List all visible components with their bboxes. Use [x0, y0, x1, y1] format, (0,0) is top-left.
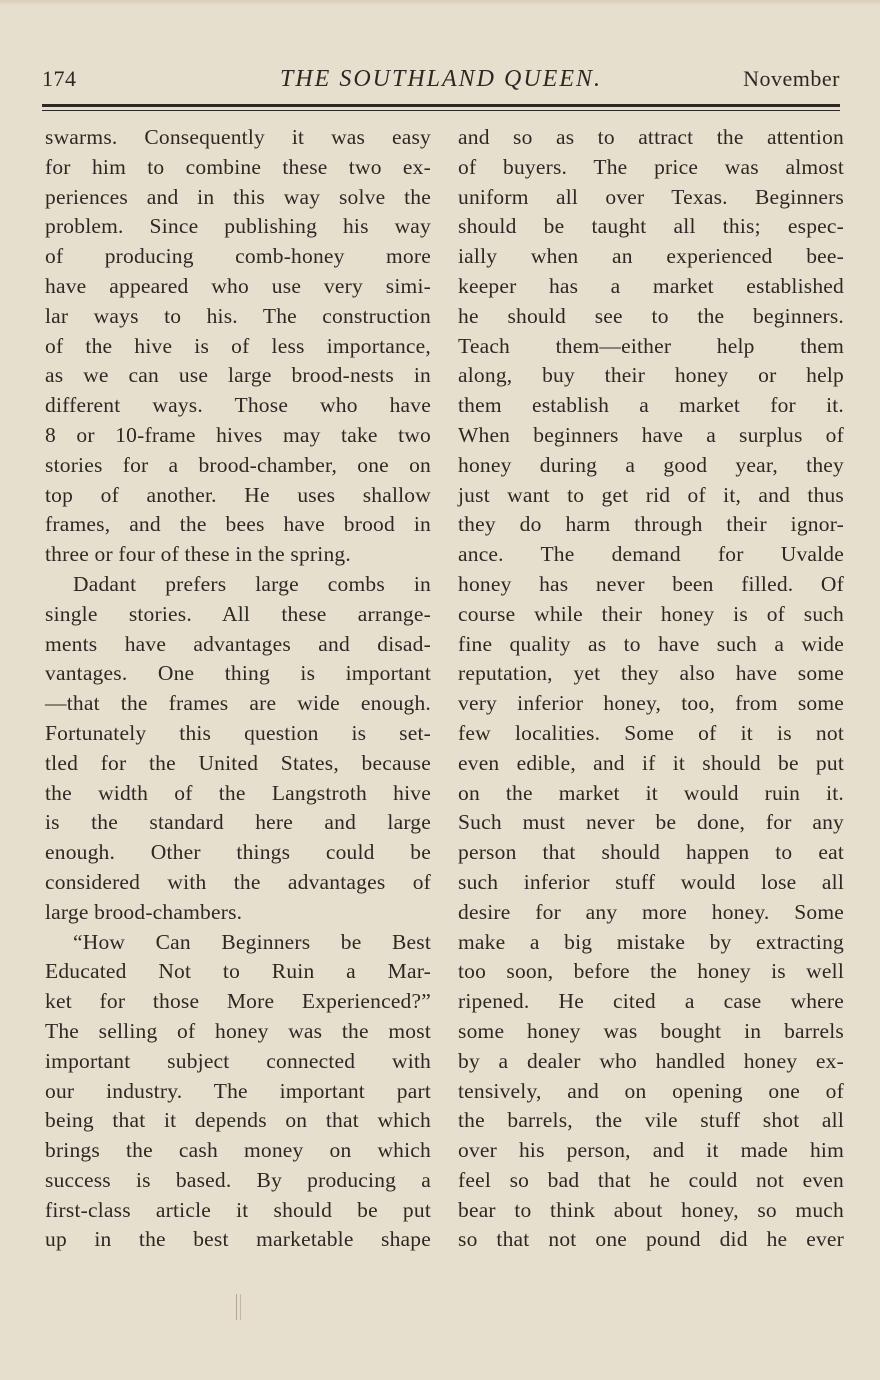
text-line: 8 or 10-frame hives may take two	[45, 422, 431, 447]
page-blemish	[236, 1294, 241, 1320]
page-top-edge	[0, 0, 880, 6]
text-line: Educated Not to Ruin a Mar-	[45, 959, 431, 984]
text-line: up in the best marketable shape	[45, 1227, 431, 1252]
text-line: important subject connected with	[45, 1048, 431, 1073]
text-line: for him to combine these two ex-	[45, 154, 431, 179]
text-line: The selling of honey was the most	[45, 1018, 431, 1043]
text-line: the width of the Langstroth hive	[45, 780, 431, 805]
text-line: they do harm through their ignor-	[458, 512, 844, 537]
text-line: just want to get rid of it, and thus	[458, 482, 844, 507]
text-line: ket for those More Experienced?”	[45, 989, 431, 1014]
text-line: of the hive is of less importance,	[45, 333, 431, 358]
issue-month: November	[743, 66, 840, 91]
text-line: he should see to the beginners.	[458, 303, 844, 328]
header-rule-thin	[42, 110, 840, 111]
text-line: success is based. By producing a	[45, 1167, 431, 1192]
text-line: honey has never been filled. Of	[458, 571, 844, 596]
text-line: honey during a good year, they	[458, 452, 844, 477]
text-line: desire for any more honey. Some	[458, 899, 844, 924]
text-line: them establish a market for it.	[458, 393, 844, 418]
journal-title: THE SOUTHLAND QUEEN.	[279, 66, 603, 92]
text-line: have appeared who use very simi-	[45, 273, 431, 298]
text-line: Such must never be done, for any	[458, 810, 844, 835]
text-line: very inferior honey, too, from some	[458, 691, 844, 716]
text-line: is the standard here and large	[45, 810, 431, 835]
text-line: and so as to attract the attention	[458, 125, 844, 149]
text-line: ments have advantages and disad-	[45, 631, 431, 656]
text-line: of producing comb-honey more	[45, 244, 431, 269]
left-text-column	[45, 123, 431, 1255]
text-line: ripened. He cited a case where	[458, 989, 844, 1014]
header-rule-thick	[42, 104, 840, 107]
text-line: swarms. Consequently it was easy	[45, 125, 431, 149]
running-header	[42, 66, 840, 100]
text-line: top of another. He uses shallow	[45, 482, 431, 507]
text-line: course while their honey is of such	[458, 601, 844, 626]
text-line: by a dealer who handled honey ex-	[458, 1048, 844, 1073]
text-line: our industry. The important part	[45, 1078, 431, 1103]
text-line: large brood-chambers.	[45, 899, 243, 924]
text-line: on the market it would ruin it.	[458, 780, 844, 805]
text-line: three or four of these in the spring.	[45, 542, 351, 567]
text-line: keeper has a market established	[458, 273, 844, 298]
text-line: Fortunately this question is set-	[45, 720, 431, 745]
right-text-column	[458, 123, 844, 1255]
text-line: tled for the United States, because	[45, 750, 431, 775]
text-line: bear to think about honey, so much	[458, 1197, 844, 1222]
text-line: tensively, and on opening one of	[458, 1078, 844, 1103]
text-line: ially when an experienced bee-	[458, 244, 844, 269]
text-line: the barrels, the vile stuff shot all	[458, 1108, 844, 1133]
text-line: even edible, and if it should be put	[458, 750, 844, 775]
text-line: should be taught all this; espec-	[458, 214, 844, 239]
text-line: being that it depends on that which	[45, 1108, 431, 1133]
text-line: person that should happen to eat	[458, 840, 844, 865]
text-line: enough. Other things could be	[45, 840, 431, 865]
text-line: make a big mistake by extracting	[458, 929, 844, 954]
text-line: some honey was bought in barrels	[458, 1018, 844, 1043]
text-line: single stories. All these arrange-	[45, 601, 431, 626]
text-line: problem. Since publishing his way	[45, 214, 431, 239]
text-line: Teach them—either help them	[458, 333, 844, 358]
text-line: stories for a brood-chamber, one on	[45, 452, 431, 477]
text-line: over his person, and it made him	[458, 1138, 844, 1163]
text-line: different ways. Those who have	[45, 393, 431, 418]
text-line: When beginners have a surplus of	[458, 422, 844, 447]
text-line: reputation, yet they also have some	[458, 661, 844, 686]
text-line: Dadant prefers large combs in	[73, 571, 431, 596]
text-line: periences and in this way solve the	[45, 184, 431, 209]
text-line: uniform all over Texas. Beginners	[458, 184, 844, 209]
text-line: as we can use large brood-nests in	[45, 363, 431, 388]
text-line: first-class article it should be put	[45, 1197, 431, 1222]
text-line: fine quality as to have such a wide	[458, 631, 844, 656]
text-line: —that the frames are wide enough.	[45, 691, 431, 716]
text-line: lar ways to his. The construction	[45, 303, 431, 328]
text-line: brings the cash money on which	[45, 1138, 431, 1163]
page-number: 174	[42, 66, 77, 91]
text-line: “How Can Beginners be Best	[73, 929, 431, 954]
text-line: too soon, before the honey is well	[458, 959, 844, 984]
text-line: ance. The demand for Uvalde	[458, 542, 844, 567]
text-line: such inferior stuff would lose all	[458, 869, 844, 894]
text-line: feel so bad that he could not even	[458, 1167, 844, 1192]
text-line: frames, and the bees have brood in	[45, 512, 431, 537]
text-line: along, buy their honey or help	[458, 363, 844, 388]
text-line: so that not one pound did he ever	[458, 1227, 844, 1252]
text-line: of buyers. The price was almost	[458, 154, 844, 179]
text-line: few localities. Some of it is not	[458, 720, 844, 745]
text-line: considered with the advantages of	[45, 869, 431, 894]
text-line: vantages. One thing is important	[45, 661, 431, 686]
